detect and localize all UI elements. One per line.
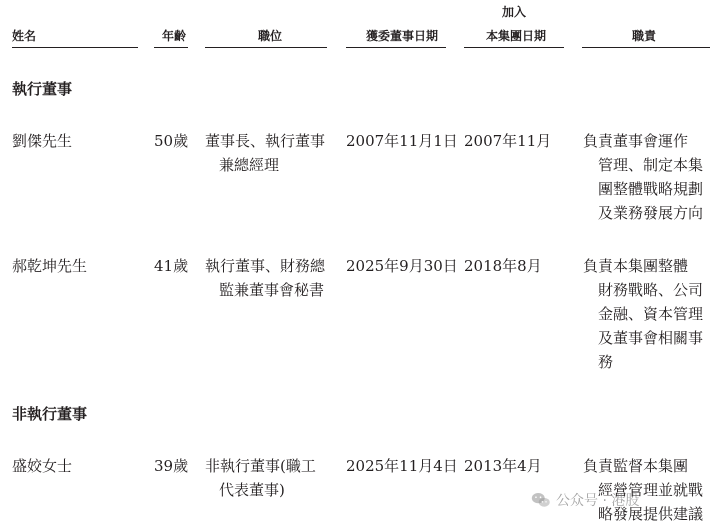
header-joined-bottom: 本集團日期 bbox=[486, 29, 547, 43]
header-rule-position bbox=[205, 47, 327, 48]
row-2-position-line-2: 監兼董事會秘書 bbox=[219, 281, 325, 299]
wechat-icon bbox=[530, 489, 552, 511]
header-appointed-date: 獲委董事日期 bbox=[366, 29, 439, 43]
row-1-age: 50歲 bbox=[154, 132, 189, 150]
header-position: 職位 bbox=[258, 29, 283, 43]
watermark bbox=[530, 480, 715, 520]
row-3-joined-date: 2013年4月 bbox=[464, 457, 542, 475]
header-rule-appointed bbox=[346, 47, 446, 48]
row-1-duties-line-3: 團整體戰略規劃 bbox=[598, 180, 704, 198]
watermark-text: 公众号 · 港股 bbox=[556, 493, 640, 509]
header-name: 姓名 bbox=[12, 29, 37, 43]
row-2-name: 郝乾坤先生 bbox=[12, 257, 88, 275]
row-1-position-line-1: 董事長、執行董事 bbox=[205, 132, 326, 150]
header-rule-duties bbox=[582, 47, 710, 48]
header-rule-name bbox=[12, 47, 138, 48]
row-1-duties-line-1: 負責董事會運作 bbox=[583, 132, 689, 150]
row-2-duties-line-3: 金融、資本管理 bbox=[598, 305, 704, 323]
header-rule-joined bbox=[464, 47, 564, 48]
row-1-position-line-2: 兼總經理 bbox=[219, 156, 280, 174]
row-3-age: 39歲 bbox=[154, 457, 189, 475]
header-rule-age bbox=[154, 47, 188, 48]
row-1-name: 劉傑先生 bbox=[12, 132, 73, 150]
row-3-position-line-1: 非執行董事(職工 bbox=[205, 457, 316, 475]
row-1-joined-date: 2007年11月 bbox=[464, 132, 552, 150]
row-3-appointed-date: 2025年11月4日 bbox=[346, 457, 458, 475]
row-2-appointed-date: 2025年9月30日 bbox=[346, 257, 458, 275]
row-2-duties-line-4: 及董事會相關事 bbox=[598, 329, 704, 347]
row-1-appointed-date: 2007年11月1日 bbox=[346, 132, 458, 150]
row-2-position-line-1: 執行董事、財務總 bbox=[205, 257, 326, 275]
row-3-position-line-2: 代表董事) bbox=[219, 481, 285, 499]
section-non-executive-directors: 非執行董事 bbox=[12, 405, 88, 423]
header-age: 年齡 bbox=[162, 29, 187, 43]
row-1-duties-line-2: 管理、制定本集 bbox=[598, 156, 704, 174]
row-3-duties-line-3: 略發展提供建議 bbox=[598, 505, 704, 523]
section-executive-directors: 執行董事 bbox=[12, 80, 73, 98]
row-2-joined-date: 2018年8月 bbox=[464, 257, 542, 275]
header-joined-top: 加入 bbox=[502, 5, 527, 19]
row-2-duties-line-5: 務 bbox=[598, 353, 614, 371]
row-3-duties-line-2: 經營管理並就戰 bbox=[598, 481, 704, 499]
row-3-name: 盛姣女士 bbox=[12, 457, 73, 475]
row-3-duties-line-1: 負責監督本集團 bbox=[583, 457, 689, 475]
row-2-duties-line-2: 財務戰略、公司 bbox=[598, 281, 704, 299]
row-2-duties-line-1: 負責本集團整體 bbox=[583, 257, 689, 275]
row-1-duties-line-4: 及業務發展方向 bbox=[598, 204, 704, 222]
row-2-age: 41歲 bbox=[154, 257, 189, 275]
header-duties: 職責 bbox=[632, 29, 657, 43]
